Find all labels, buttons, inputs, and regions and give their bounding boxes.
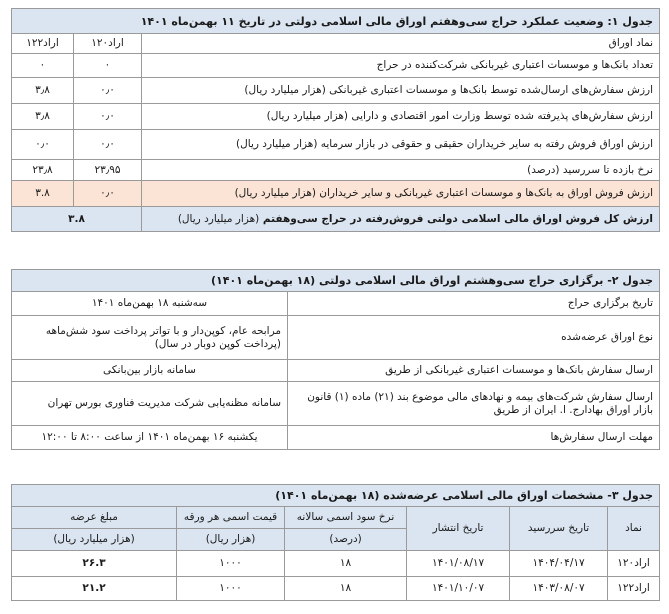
row-label: نوع اوراق عرضه‌شده — [288, 316, 660, 360]
cell-price: ۱۰۰۰ — [177, 551, 285, 577]
cell-arad122: ۰٫۰ — [12, 130, 74, 160]
row-label: ارزش اوراق فروش رفته به سایر خریداران حقیقی و حقوقی در بازار سرمایه (هزار میلیارد ریال) — [142, 130, 660, 160]
header-rate: نرخ سود اسمی سالانه — [285, 507, 407, 529]
table-row-highlighted — [12, 181, 660, 207]
header-price: قیمت اسمی هر ورقه — [177, 507, 285, 529]
table-row — [12, 316, 660, 360]
cell-rate: ۱۸ — [285, 551, 407, 577]
row-label: ارسال سفارش بانک‌ها و موسسات اعتباری غیربانکی از طریق — [288, 360, 660, 382]
header-amount-unit: (هزار میلیارد ریال) — [12, 529, 177, 551]
header-maturity: تاریخ سررسید — [510, 507, 608, 551]
row-label: ارزش سفارش‌های ارسال‌شده توسط بانک‌ها و موسسات اعتباری غیربانکی (هزار میلیارد ریال) — [142, 78, 660, 104]
header-rate-unit: (درصد) — [285, 529, 407, 551]
header-amount: مبلغ عرضه — [12, 507, 177, 529]
row-label: تعداد بانک‌ها و موسسات اعتباری غیربانکی شرکت‌کننده در حراج — [142, 54, 660, 78]
table-row — [12, 382, 660, 426]
row-label: ارزش فروش اوراق به بانک‌ها و موسسات اعتباری غیربانکی و سایر خریداران (هزار میلیارد ریال) — [142, 181, 660, 207]
total-label: ارزش کل فروش اوراق مالی اسلامی دولتی فروش‌رفته در حراج سی‌وهفتم (هزار میلیارد ریال) — [142, 207, 660, 232]
col-header-symbol: نماد اوراق — [142, 34, 660, 54]
row-value: یکشنبه ۱۶ بهمن‌ماه ۱۴۰۱ از ساعت ۸:۰۰ تا ۱۲:۰۰ — [12, 426, 288, 450]
table-row — [12, 577, 660, 601]
cell-arad122: ۲۳٫۸ — [12, 160, 74, 181]
cell-amount: ۲۱.۲ — [12, 577, 177, 601]
row-value: سه‌شنبه ۱۸ بهمن‌ماه ۱۴۰۱ — [12, 292, 288, 316]
cell-arad122: ۳٫۸ — [12, 104, 74, 130]
cell-price: ۱۰۰۰ — [177, 577, 285, 601]
cell-issue: ۱۴۰۱/۱۰/۰۷ — [407, 577, 510, 601]
table2-title: جدول ۲- برگزاری حراج سی‌وهشتم اوراق مالی اسلامی دولتی (۱۸ بهمن‌ماه ۱۴۰۱) — [12, 270, 660, 292]
cell-maturity: ۱۴۰۳/۰۸/۰۷ — [510, 577, 608, 601]
cell-arad120: ۰ — [74, 54, 142, 78]
cell-arad120: ۰٫۰ — [74, 104, 142, 130]
cell-arad122: ۳٫۸ — [12, 78, 74, 104]
table-row — [12, 426, 660, 450]
header-price-unit: (هزار ریال) — [177, 529, 285, 551]
cell-symbol: اراد۱۲۰ — [608, 551, 660, 577]
row-label: ارزش سفارش‌های پذیرفته شده توسط وزارت امور اقتصادی و دارایی (هزار میلیارد ریال) — [142, 104, 660, 130]
row-value: سامانه مظنه‌یابی شرکت مدیریت فناوری بورس تهران — [12, 382, 288, 426]
row-label: تاریخ برگزاری حراج — [288, 292, 660, 316]
cell-arad120: ۲۳٫۹۵ — [74, 160, 142, 181]
performance-table — [11, 8, 660, 232]
row-label: مهلت ارسال سفارش‌ها — [288, 426, 660, 450]
header-symbol: نماد — [608, 507, 660, 551]
row-label: نرخ بازده تا سررسید (درصد) — [142, 160, 660, 181]
table-row — [12, 78, 660, 104]
cell-arad120: ۰٫۰ — [74, 78, 142, 104]
row-label: ارسال سفارش شرکت‌های بیمه و نهادهای مالی موضوع بند (۲۱) ماده (۱) قانون بازار اوراق بهادارج. ا. ایران از طریق — [288, 382, 660, 426]
auction-schedule-table — [11, 269, 660, 450]
cell-arad122: ۰ — [12, 54, 74, 78]
table-row — [12, 160, 660, 181]
table3-title: جدول ۳- مشخصات اوراق مالی اسلامی عرضه‌شده (۱۸ بهمن‌ماه ۱۴۰۱) — [12, 485, 660, 507]
table-row — [12, 104, 660, 130]
total-row — [12, 207, 660, 232]
col-header-arad120: اراد۱۲۰ — [74, 34, 142, 54]
cell-arad120: ۰٫۰ — [74, 130, 142, 160]
table1-title: جدول ۱: وضعیت عملکرد حراج سی‌وهفتم اوراق مالی اسلامی دولتی در تاریخ ۱۱ بهمن‌ماه ۱۴۰۱ — [12, 9, 660, 34]
header-issue: تاریخ انتشار — [407, 507, 510, 551]
securities-spec-table — [11, 484, 660, 601]
cell-issue: ۱۴۰۱/۰۸/۱۷ — [407, 551, 510, 577]
table-row — [12, 130, 660, 160]
total-value: ۳.۸ — [12, 207, 142, 232]
table-row — [12, 360, 660, 382]
cell-maturity: ۱۴۰۴/۰۴/۱۷ — [510, 551, 608, 577]
row-value: سامانه بازار بین‌بانکی — [12, 360, 288, 382]
cell-arad120: ۰٫۰ — [74, 181, 142, 207]
col-header-arad122: اراد۱۲۲ — [12, 34, 74, 54]
row-value: مرابحه عام، کوپن‌دار و با تواتر پرداخت سود شش‌ماهه (پرداخت کوپن دوبار در سال) — [12, 316, 288, 360]
table-row — [12, 54, 660, 78]
cell-rate: ۱۸ — [285, 577, 407, 601]
table-row — [12, 551, 660, 577]
cell-amount: ۲۶.۳ — [12, 551, 177, 577]
cell-symbol: اراد۱۲۲ — [608, 577, 660, 601]
cell-arad122: ۳.۸ — [12, 181, 74, 207]
table-row — [12, 292, 660, 316]
